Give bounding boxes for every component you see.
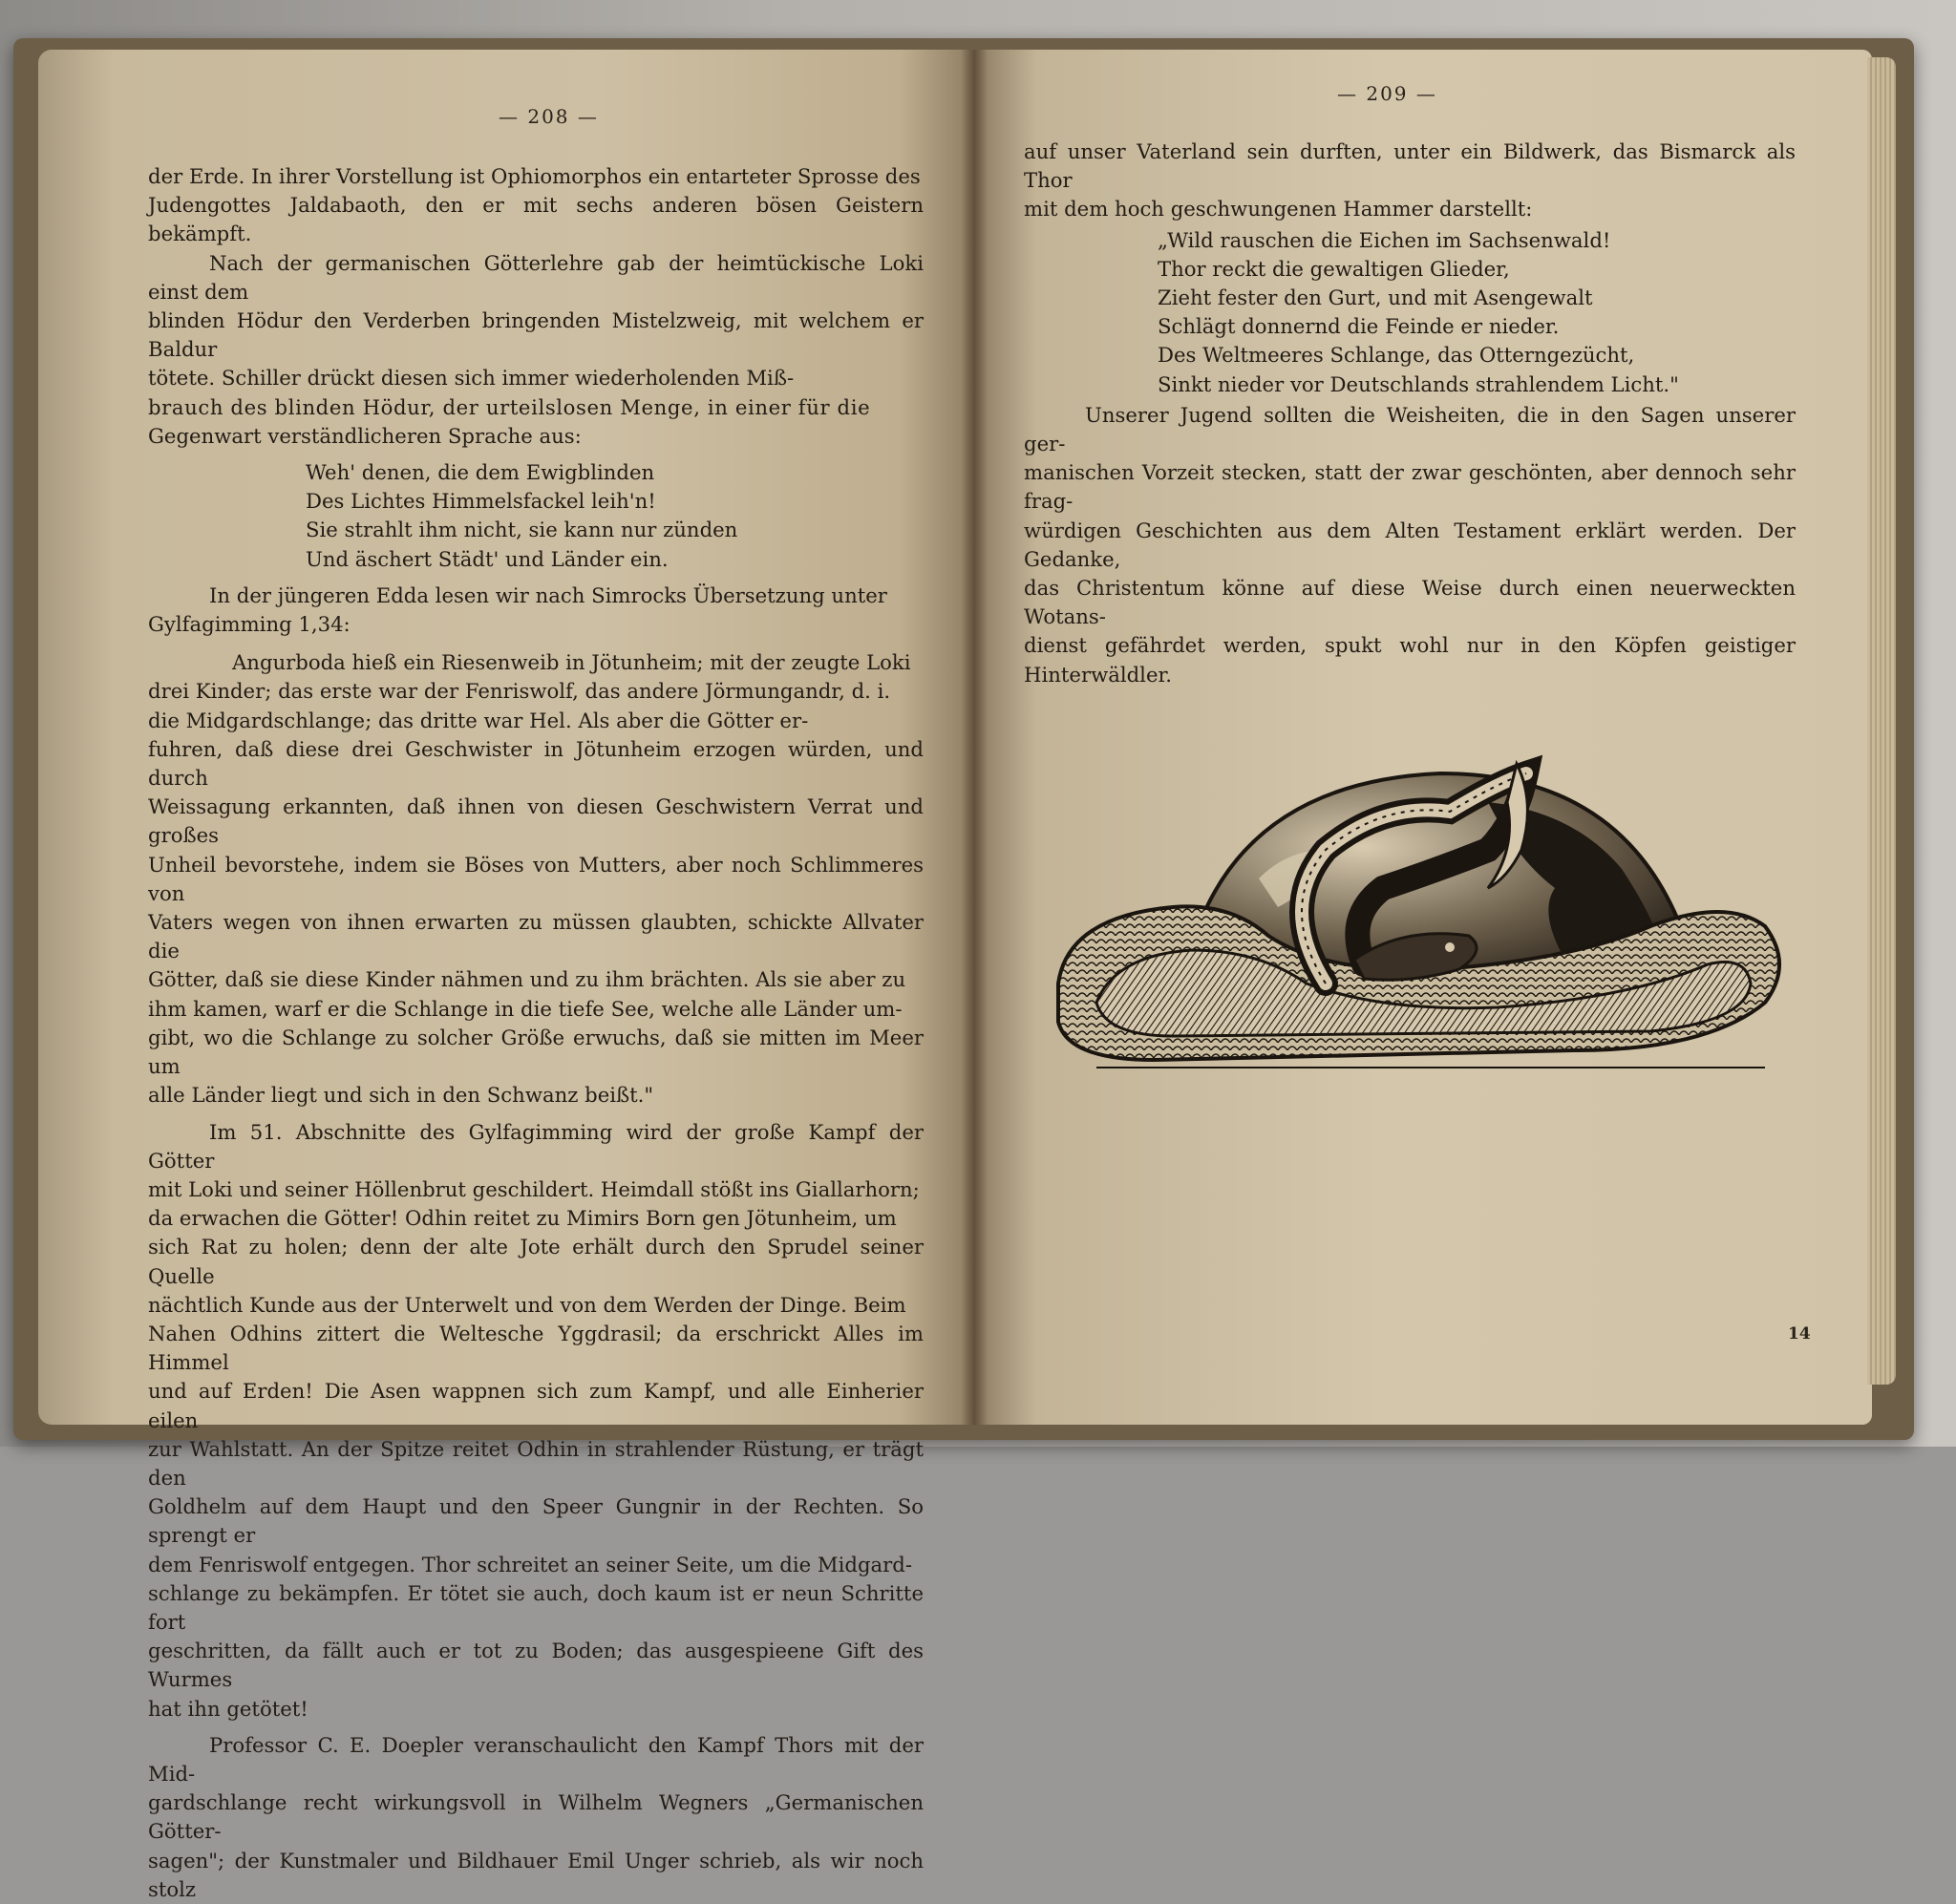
text-line: mit dem hoch geschwungenen Hammer darstellt: — [1024, 197, 1533, 222]
quote-line: Weissagung erkannten, daß ihnen von diesen Geschwistern Verrat und großes — [148, 794, 924, 848]
text-line: hat ihn getötet! — [148, 1696, 308, 1721]
text-line: das Christentum könne auf diese Weise durch einen neuerweckten Wotans- — [1024, 576, 1796, 629]
text-line: Judengottes Jaldabaoth, den er mit sechs anderen bösen Geistern bekämpft. — [148, 193, 924, 246]
serpent-globe-illustration — [1039, 745, 1803, 1089]
text-line: Nahen Odhins zittert die Weltesche Yggdrasil; da erschrickt Alles im Himmel — [148, 1321, 924, 1375]
quote-line: die Midgardschlange; das dritte war Hel. Als aber die Götter er- — [148, 708, 809, 732]
text-line: würdigen Geschichten aus dem Alten Testament erklärt werden. Der Gedanke, — [1024, 518, 1796, 571]
text-line: Im 51. Abschnitte des Gylfagimming wird der große Kampf der Götter — [148, 1119, 924, 1173]
text-line: Gylfagimming 1,34: — [148, 612, 351, 637]
quote-line: fuhren, daß diese drei Geschwister in Jötunheim erzogen würden, und durch — [148, 736, 924, 791]
text-line: tötete. Schiller drückt diesen sich immer wiederholenden Miß- — [148, 366, 795, 391]
signature-mark: 14 — [1788, 1324, 1811, 1343]
text-line: brauch des blinden Hödur, der urteilslosen Menge, in einer für die — [148, 394, 871, 419]
text-line: Goldhelm auf dem Haupt und den Speer Gungnir in der Rechten. So sprengt er — [148, 1494, 924, 1548]
text-line: sich Rat zu holen; denn der alte Jote erhält durch den Sprudel seiner Quelle — [148, 1235, 924, 1288]
poem-line: Zieht fester den Gurt, und mit Asengewalt — [1158, 286, 1593, 310]
text-line: In der jüngeren Edda lesen wir nach Simrocks Übersetzung unter — [209, 582, 887, 607]
poem-line: Schlägt donnernd die Feinde er nieder. — [1158, 314, 1560, 339]
edda-quote — [148, 648, 924, 1110]
text-line: zur Wahlstatt. An der Spitze reitet Odhin in strahlender Rüstung, er trägt den — [148, 1436, 924, 1490]
text-line: gardschlange recht wirkungsvoll in Wilhelm Wegners „Germanischen Götter- — [148, 1790, 924, 1844]
poem-line: Thor reckt die gewaltigen Glieder, — [1158, 256, 1510, 281]
right-page — [974, 50, 1872, 1425]
text-line: der Erde. In ihrer Vorstellung ist Ophiomorphos ein entarteter Sprosse des — [148, 164, 921, 188]
quote-line: ihm kamen, warf er die Schlange in die tiefe See, welche alle Länder um- — [148, 996, 903, 1021]
text-line: Gegenwart verständlicheren Sprache aus: — [148, 423, 582, 448]
quote-line: Vaters wegen von ihnen erwarten zu müssen glaubten, schickte Allvater die — [148, 910, 924, 963]
page-number: — 209 — — [1337, 82, 1437, 105]
text-line: dem Fenriswolf entgegen. Thor schreitet an seiner Seite, um die Midgard- — [148, 1552, 912, 1576]
text-line: blinden Hödur den Verderben bringenden Mistelzweig, mit welchem er Baldur — [148, 308, 924, 362]
poem-line: Weh' denen, die dem Ewigblinden — [306, 460, 655, 485]
text-line: und auf Erden! Die Asen wappnen sich zum Kampf, und alle Einherier eilen — [148, 1379, 924, 1432]
text-line: geschritten, da fällt auch er tot zu Boden; das ausgespieene Gift des Wurmes — [148, 1639, 924, 1692]
poem-bismarck — [1158, 226, 1796, 399]
left-page-text — [148, 162, 924, 1904]
text-line: Nach der germanischen Götterlehre gab der heimtückische Loki einst dem — [148, 250, 924, 304]
quote-line: Unheil bevorstehe, indem sie Böses von Mutters, aber noch Schlimmeres von — [148, 852, 924, 905]
book-gutter — [961, 50, 988, 1425]
text-line: nächtlich Kunde aus der Unterwelt und von dem Werden der Dinge. Beim — [148, 1292, 906, 1317]
text-line: Professor C. E. Doepler veranschaulicht den Kampf Thors mit der Mid- — [148, 1732, 924, 1786]
poem-line: Und äschert Städt' und Länder ein. — [306, 546, 669, 571]
text-line: dienst gefährdet werden, spukt wohl nur in den Köpfen geistiger Hinterwäldler. — [1024, 633, 1796, 687]
text-line: Unserer Jugend sollten die Weisheiten, die in den Sagen unserer ger- — [1024, 402, 1796, 456]
text-line: mit Loki und seiner Höllenbrut geschildert. Heimdall stößt ins Giallarhorn; — [148, 1176, 920, 1201]
text-line: sagen"; der Kunstmaler und Bildhauer Emil Unger schrieb, als wir noch stolz — [148, 1848, 924, 1901]
quote-line: drei Kinder; das erste war der Fenriswolf, das andere Jörmungandr, d. i. — [148, 679, 891, 704]
poem-line: Sinkt nieder vor Deutschlands strahlendem Licht." — [1158, 371, 1679, 396]
page-number: — 208 — — [499, 105, 599, 128]
quote-line: gibt, wo die Schlange zu solcher Größe erwuchs, daß sie mitten im Meer um — [148, 1025, 924, 1079]
text-line: manischen Vorzeit stecken, statt der zwar geschönten, aber dennoch sehr frag- — [1024, 460, 1796, 514]
page-edges — [1867, 57, 1896, 1385]
poem-schiller — [306, 458, 924, 574]
text-line: da erwachen die Götter! Odhin reitet zu Mimirs Born gen Jötunheim, um — [148, 1206, 897, 1231]
text-line: auf unser Vaterland sein durften, unter ein Bildwerk, das Bismarck als Thor — [1024, 139, 1796, 193]
quote-line: Götter, daß sie diese Kinder nähmen und zu ihm brächten. Als sie aber zu — [148, 967, 906, 992]
right-page-text — [1024, 138, 1796, 689]
quote-line: alle Länder liegt und sich in den Schwanz beißt." — [148, 1083, 654, 1108]
poem-line: Des Weltmeeres Schlange, das Otterngezücht, — [1158, 343, 1635, 368]
poem-line: Sie strahlt ihm nicht, sie kann nur zünden — [306, 518, 738, 542]
quote-line: Angurboda hieß ein Riesenweib in Jötunheim; mit der zeugte Loki — [232, 650, 911, 675]
serpent-eye — [1445, 942, 1455, 952]
poem-line: „Wild rauschen die Eichen im Sachsenwald! — [1158, 227, 1611, 252]
left-page — [38, 50, 974, 1901]
poem-line: Des Lichtes Himmelsfackel leih'n! — [306, 489, 656, 514]
text-line: schlange zu bekämpfen. Er tötet sie auch, doch kaum ist er neun Schritte fort — [148, 1580, 924, 1634]
